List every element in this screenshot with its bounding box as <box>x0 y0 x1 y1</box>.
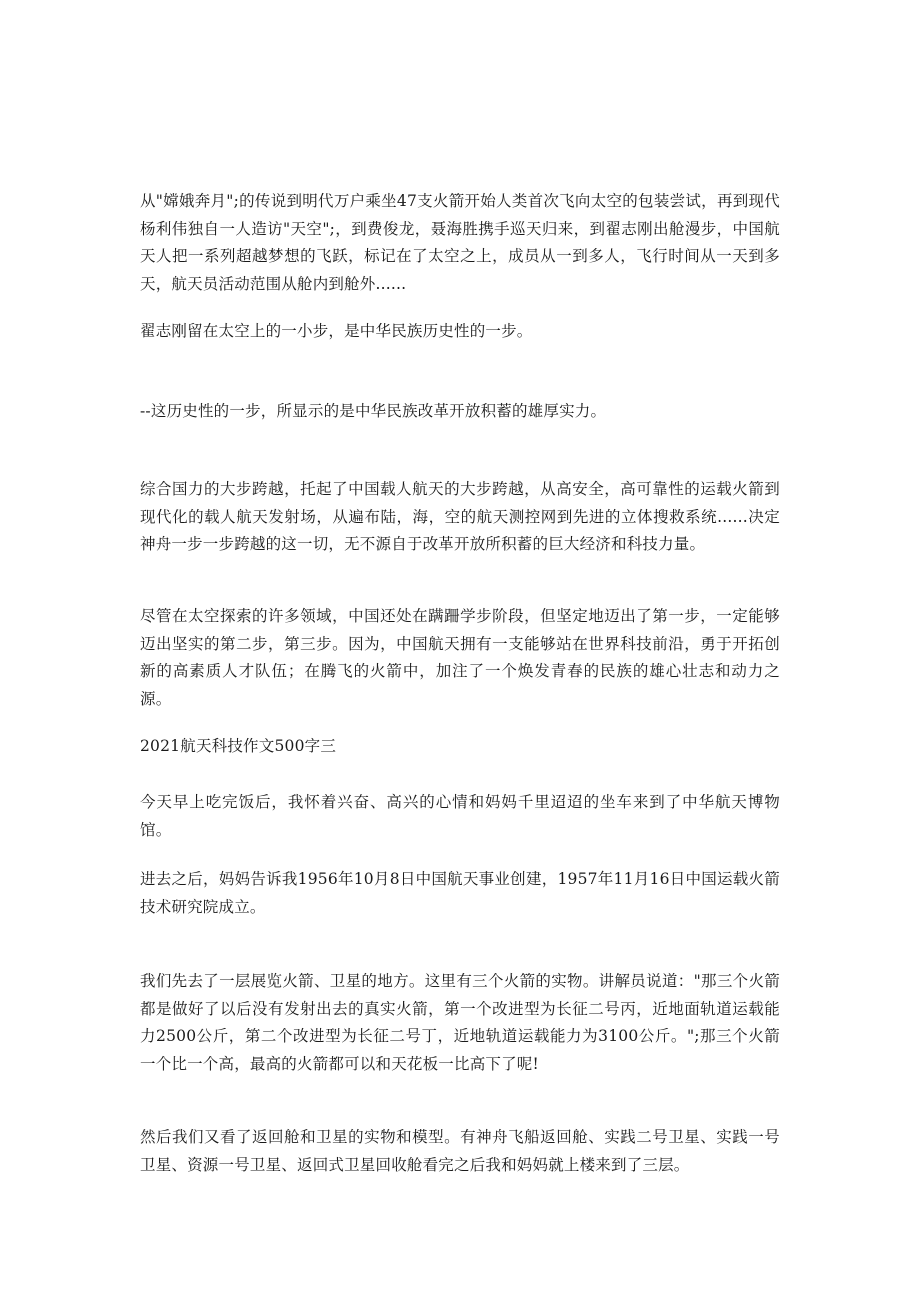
paragraph-historic-step: --这历史性的一步，所显示的是中华民族改革开放积蓄的雄厚实力。 <box>140 402 607 420</box>
paragraph-museum-visit: 今天早上吃完饭后，我怀着兴奋、高兴的心情和妈妈千里迢迢的坐车来到了中华航天博物馆。 <box>140 793 780 839</box>
paragraph-mom-explains: 进去之后，妈妈告诉我1956年10月8日中国航天事业创建，1957年11月16日中国运载火箭技术研究院成立。 <box>140 870 780 916</box>
section-heading-essay-three: 2021航天科技作文500字三 <box>140 737 337 755</box>
paragraph-zhai-zhigang-step: 翟志刚留在太空上的一小步，是中华民族历史性的一步。 <box>140 322 533 340</box>
paragraph-national-strength: 综合国力的大步跨越，托起了中国载人航天的大步跨越，从高安全，高可靠性的运载火箭到现代化的载人航天发射场，从遍布陆，海，空的航天测控网到先进的立体搜救系统......决定神舟一步一步跨越的这一切，无不源自于改革开放所积蓄的巨大经济和科技力量。 <box>140 480 780 553</box>
paragraph-capsule-satellites: 然后我们又看了返回舱和卫星的实物和模型。有神舟飞船返回舱、实践二号卫星、实践一号卫星、资源一号卫星、返回式卫星回收舱看完之后我和妈妈就上楼来到了三层。 <box>140 1128 780 1174</box>
paragraph-rocket-exhibit: 我们先去了一层展览火箭、卫星的地方。这里有三个火箭的实物。讲解员说道："那三个火箭都是做好了以后没有发射出去的真实火箭，第一个改进型为长征二号丙，近地面轨道运载能力2500公斤，第二个改进型为长征二号丁，近地轨道运载能力为3100公斤。";那三个火箭一个比一个高，最高的火箭都可以和天花板一比高下了呢! <box>140 972 780 1073</box>
paragraph-space-exploration: 尽管在太空探索的许多领域，中国还处在蹒跚学步阶段，但坚定地迈出了第一步，一定能够迈出坚实的第二步，第三步。因为，中国航天拥有一支能够站在世界科技前沿，勇于开拓创新的高素质人才队伍；在腾飞的火箭中，加注了一个焕发青春的民族的雄心壮志和动力之源。 <box>140 607 780 708</box>
paragraph-chang-e-history: 从"嫦娥奔月";的传说到明代万户乘坐47支火箭开始人类首次飞向太空的包装尝试，再到现代杨利伟独自一人造访"天空";，到费俊龙，聂海胜携手巡天归来，到翟志刚出舱漫步，中国航天人把一系列超越梦想的飞跃，标记在了太空之上，成员从一到多人，飞行时间从一天到多天，航天员活动范围从舱内到舱外...... <box>140 192 780 293</box>
